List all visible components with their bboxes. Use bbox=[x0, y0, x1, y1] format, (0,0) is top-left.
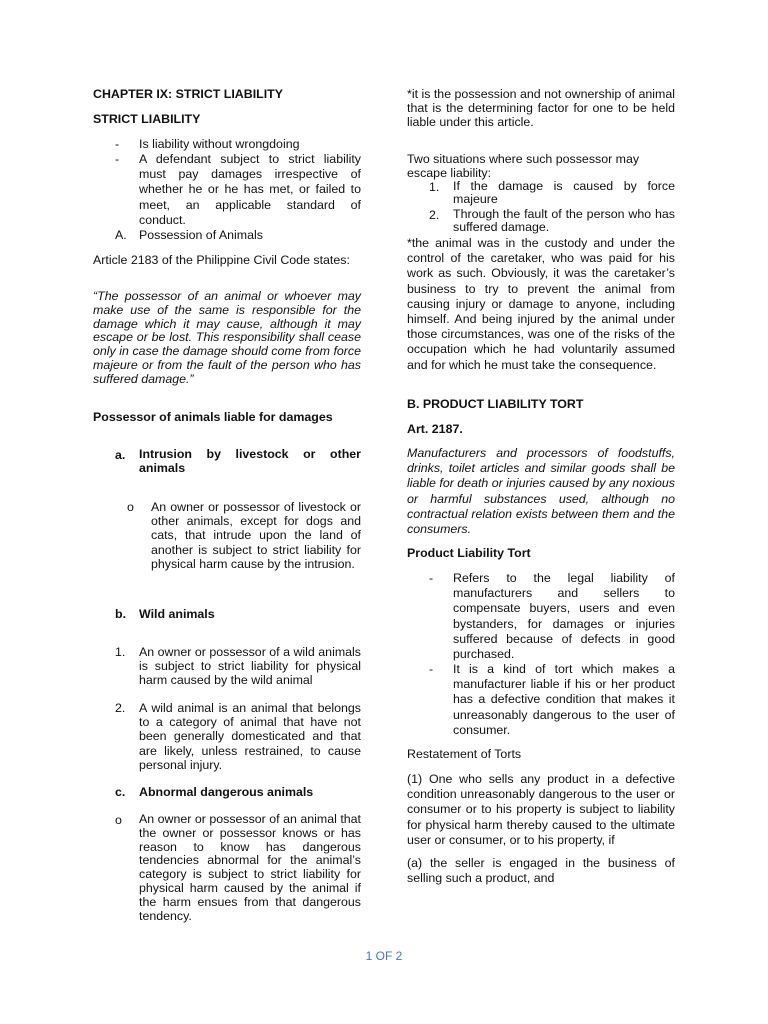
sub-b-text: A wild animal is an animal that belongs to a category of animal that have not been generally domesticated and that are likely, unless restrained, to cause personal injury. bbox=[139, 701, 361, 772]
sub-heading-c bbox=[115, 785, 361, 800]
sub-title: Intrusion by livestock or other animals bbox=[139, 447, 361, 475]
sub-heading-b bbox=[115, 607, 361, 622]
plt-item bbox=[429, 571, 675, 662]
plt-heading: Product Liability Tort bbox=[407, 546, 531, 560]
plt-text: It is a kind of tort which makes a manufacturer liable if his or her product has a defective condition that makes it unreasonably dangerous to the user of consumer. bbox=[453, 662, 675, 737]
alpha-text: Possession of Animals bbox=[139, 228, 263, 242]
chapter-title: CHAPTER IX: STRICT LIABILITY bbox=[93, 87, 283, 101]
possession-note: *it is the possession and not ownership of animal that is the determining factor for one to be held liable under this article. bbox=[407, 87, 675, 129]
situation-text: If the damage is caused by force majeure bbox=[453, 179, 675, 207]
bullet-text: A defendant subject to strict liability must pay damages irrespective of whether he or he has met, or failed to meet, an applicable standard of conduct. bbox=[139, 152, 361, 227]
situation-text: Through the fault of the person who has suffered damage. bbox=[453, 207, 675, 235]
sub-c-text: An owner or possessor of an animal that the owner or possessor knows or has reason to know has dangerous tendencies abnormal for the animal’s category is subject to strict liability for physical harm caused by the animal if the harm ensues from that dangerous tendency. bbox=[139, 812, 361, 923]
sub-c-item bbox=[115, 813, 361, 923]
art-heading: Art. 2187. bbox=[407, 422, 463, 436]
section-title: STRICT LIABILITY bbox=[93, 112, 201, 126]
sub-b-item bbox=[115, 645, 361, 688]
situation-item bbox=[429, 180, 675, 206]
bullet-item bbox=[115, 137, 361, 152]
alpha-item bbox=[115, 228, 361, 243]
sub-marker: a. bbox=[115, 448, 126, 462]
restatement-a: (a) the seller is engaged in the business of selling such a product, and bbox=[407, 856, 675, 886]
sub-a-text: An owner or possessor of livestock or other animals, except for dogs and cats, that intrude upon the land of another is subject to strict liability for physical harm cause by the intrusion. bbox=[151, 500, 361, 571]
dash-marker: - bbox=[115, 137, 120, 151]
bullet-text: Is liability without wrongdoing bbox=[139, 137, 300, 151]
num-marker: 2. bbox=[115, 701, 126, 715]
sub-marker: c. bbox=[115, 785, 126, 799]
possessor-heading: Possessor of animals liable for damages bbox=[93, 410, 333, 424]
sub-heading-a bbox=[115, 448, 361, 476]
alpha-marker: A. bbox=[115, 228, 127, 242]
page-number: 1 OF 2 bbox=[365, 949, 403, 963]
sub-title: Wild animals bbox=[139, 607, 215, 621]
plt-item bbox=[429, 662, 675, 738]
sub-title: Abnormal dangerous animals bbox=[139, 785, 314, 799]
dash-marker: - bbox=[429, 662, 434, 676]
article-intro: Article 2183 of the Philippine Civil Code states: bbox=[93, 253, 350, 267]
two-situations: Two situations where such possessor may escape liability: bbox=[407, 152, 640, 180]
sub-b-text: An owner or possessor of a wild animals is subject to strict liability for physical harm caused by the wild animal bbox=[139, 645, 361, 688]
sub-marker: b. bbox=[115, 607, 127, 621]
dash-marker: - bbox=[115, 152, 120, 166]
num-marker: 2. bbox=[429, 208, 440, 222]
sub-a-item bbox=[127, 500, 361, 571]
product-heading: B. PRODUCT LIABILITY TORT bbox=[407, 397, 584, 411]
o-marker: o bbox=[127, 500, 134, 514]
o-marker: o bbox=[115, 813, 122, 827]
bullet-item bbox=[115, 152, 361, 228]
situation-item bbox=[429, 208, 675, 234]
custody-note: *the animal was in the custody and under the control of the caretaker, who was paid for his work as such. Obviously, it was the caretaker’s business to try to prevent the animal from causing injury or damage to anyone, including himself. And being injured by the animal under those circumstances, was one of the risks of the occupation which he had voluntarily assumed and for which he must take the consequence. bbox=[407, 236, 675, 372]
article-quote: “The possessor of an animal or whoever may make use of the same is responsible for the damage which it may cause, although it may escape or be lost. This responsibility shall cease only in case the damage should come from force majeure or from the fault of the person who has suffered damage.” bbox=[93, 289, 361, 386]
restatement-1: (1) One who sells any product in a defective condition unreasonably dangerous to the user or consumer or to his property is subject to liability for physical harm thereby caused to the ultimate user or consumer, or to his property, if bbox=[407, 772, 675, 847]
sub-b-item bbox=[115, 701, 361, 772]
art-text: Manufacturers and processors of foodstuffs, drinks, toilet articles and similar goods shall be liable for death or injuries caused by any noxious or harmful substances used, although no contractual relation exists between them and the consumers. bbox=[407, 446, 675, 537]
num-marker: 1. bbox=[429, 180, 440, 194]
num-marker: 1. bbox=[115, 645, 126, 659]
dash-marker: - bbox=[429, 571, 434, 585]
restatement-heading: Restatement of Torts bbox=[407, 747, 522, 761]
plt-text: Refers to the legal liability of manufacturers and sellers to compensate buyers, users and even bystanders, for damages or injuries suffered because of defects in good purchased. bbox=[453, 571, 675, 662]
